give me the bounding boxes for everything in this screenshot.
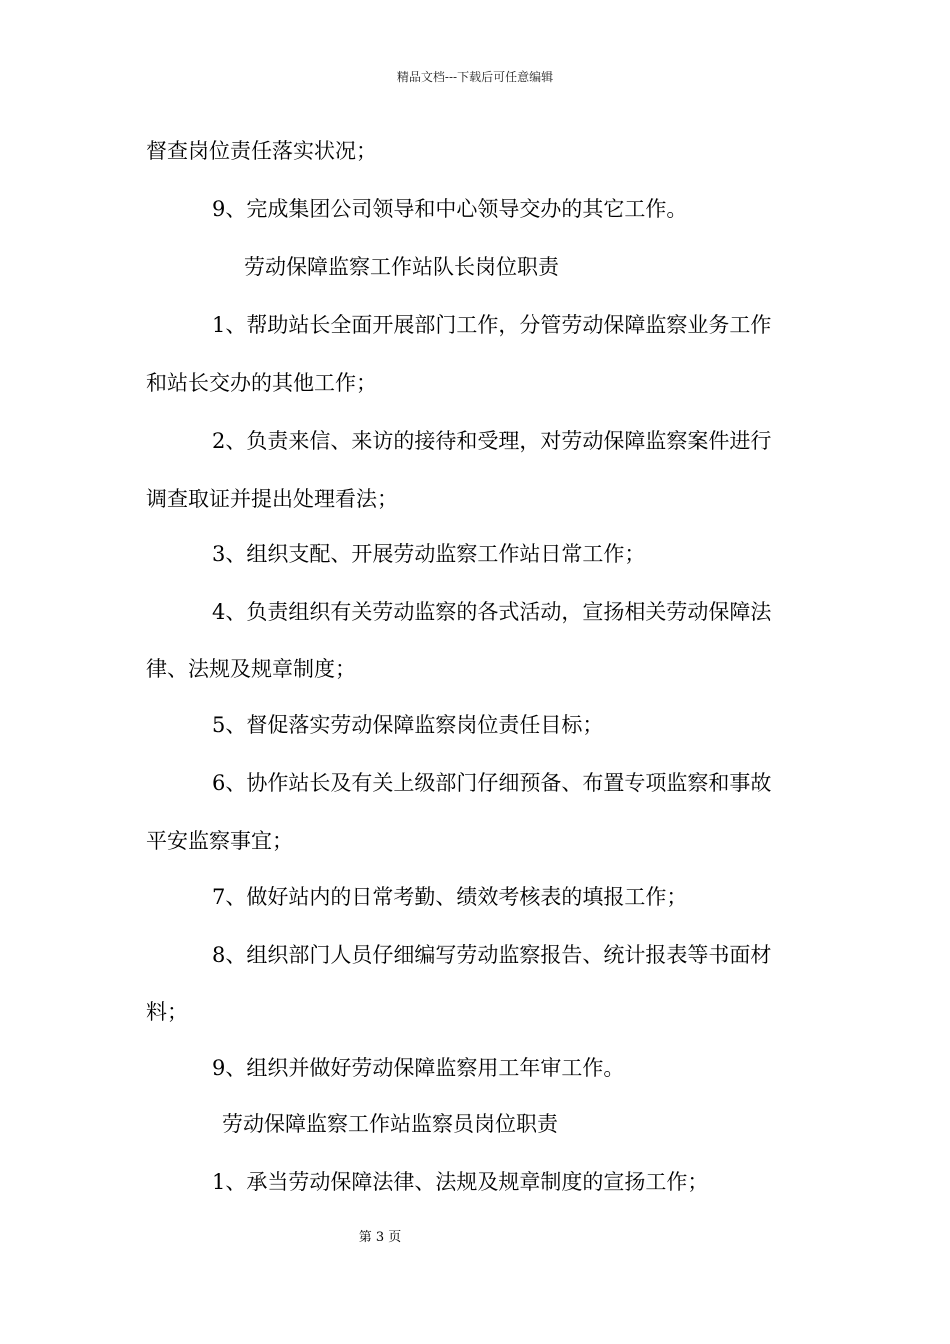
text-line-2: 9、完成集团公司领导和中心领导交办的其它工作。 [212, 197, 688, 221]
text-line-6: 2、负责来信、来访的接待和受理，对劳动保障监察案件进行 [212, 429, 772, 453]
text-line-8: 3、组织支配、开展劳动监察工作站日常工作； [212, 542, 646, 566]
text-line-14: 7、做好站内的日常考勤、绩效考核表的填报工作； [212, 885, 688, 909]
section-heading-captain: 劳动保障监察工作站队长岗位职责 [244, 255, 559, 279]
text-line-10: 律、法规及规章制度； [146, 657, 356, 681]
text-line-13: 平安监察事宜； [146, 829, 293, 853]
text-line-11: 5、督促落实劳动保障监察岗位责任目标； [212, 713, 604, 737]
text-line-5: 和站长交办的其他工作； [146, 371, 377, 395]
text-line-16: 料； [146, 1000, 188, 1024]
text-line-4: 1、帮助站长全面开展部门工作，分管劳动保障监察业务工作 [212, 313, 772, 337]
page-header: 精品文档---下载后可任意编辑 [396, 70, 554, 84]
text-line-1: 督查岗位责任落实状况； [146, 139, 377, 163]
text-line-9: 4、负责组织有关劳动监察的各式活动，宣扬相关劳动保障法 [212, 600, 772, 624]
text-line-17: 9、组织并做好劳动保障监察用工年审工作。 [212, 1056, 625, 1080]
text-line-7: 调查取证并提出处理看法； [146, 487, 398, 511]
text-line-19: 1、承当劳动保障法律、法规及规章制度的宣扬工作； [212, 1170, 709, 1194]
section-heading-inspector: 劳动保障监察工作站监察员岗位职责 [222, 1112, 558, 1136]
page-number: 第 3 页 [358, 1230, 402, 1245]
text-line-15: 8、组织部门人员仔细编写劳动监察报告、统计报表等书面材 [212, 943, 772, 967]
text-line-12: 6、协作站长及有关上级部门仔细预备、布置专项监察和事故 [212, 771, 772, 795]
